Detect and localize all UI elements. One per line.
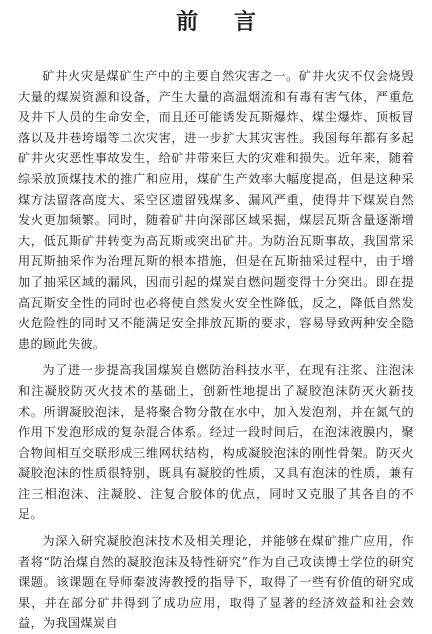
page-title: 前 言 xyxy=(176,10,270,35)
paragraph-2: 为了进一步提高我国煤炭自燃防治科技水平，在现有注浆、注泡沫和注凝胶防灭火技术的基础上，创新性地提出了凝胶泡沫防灭火新技术。所谓凝胶泡沫，是将聚合物分散在水中，加入发泡剂，并在氮气的作用下发泡形成的复杂混合体系。经过一段时间后，在泡沫液膜内，聚合物间相互交联形成三维网状结构，构成凝胶泡沫的刚性骨架。防灭火凝胶泡沫的性质很特别，既具有凝胶的性质，又具有泡沫的性质，兼有注三相泡沫、注凝胶、注复合胶体的优点，同时又克服了其各自的不足。 xyxy=(18,363,414,522)
paragraph-1: 矿井火灾是煤矿生产中的主要自然灾害之一。矿井火灾不仅会烧毁大量的煤炭资源和设备，产生大量的高温烟流和有毒有害气体，严重危及井下人员的生命安全，而且还可能诱发瓦斯爆炸、煤尘爆炸、顶板冒落以及井巷垮塌等二次灾害，进一步扩大其灾害性。我国每年都有多起矿井火灾恶性事故发生，给矿井带来巨大的灾难和损失。近年来，随着综采放顶煤技术的推广和应用，煤矿生产效率大幅度提高，但是这种采煤方法留落高度大、采空区遗留残煤多、漏风严重，使得井下煤炭自然发火更加频繁。同时，随着矿井向深部区域采掘，煤层瓦斯含量逐渐增大，低瓦斯矿井转变为高瓦斯或突出矿井。为防治瓦斯事故，我国常采用瓦斯抽采作为治理瓦斯的根本措施，但是在瓦斯抽采过程中，由于增加了抽采区域的漏风，因而引起的煤炭自燃问题变得十分突出。即在提高瓦斯安全性的同时也必将使自然发火安全性降低，反之，降低自然发火危险性的同时又不能满足安全排放瓦斯的要求，容易导致两种安全隐患的顾此失彼。 xyxy=(18,69,414,351)
paragraph-3: 为深入研究凝胶泡沫技术及相关理论，并能够在煤矿推广应用，作者将“防治煤自然的凝胶泡沫及特性研究”作为自己攻读博士学位的研究课题。该课题在导师秦波涛教授的指导下，取得了一些有价值的研究成果，并在部分矿井得到了成功应用，取得了显著的经济效益和社会效益，为我国煤炭自 xyxy=(18,534,414,631)
